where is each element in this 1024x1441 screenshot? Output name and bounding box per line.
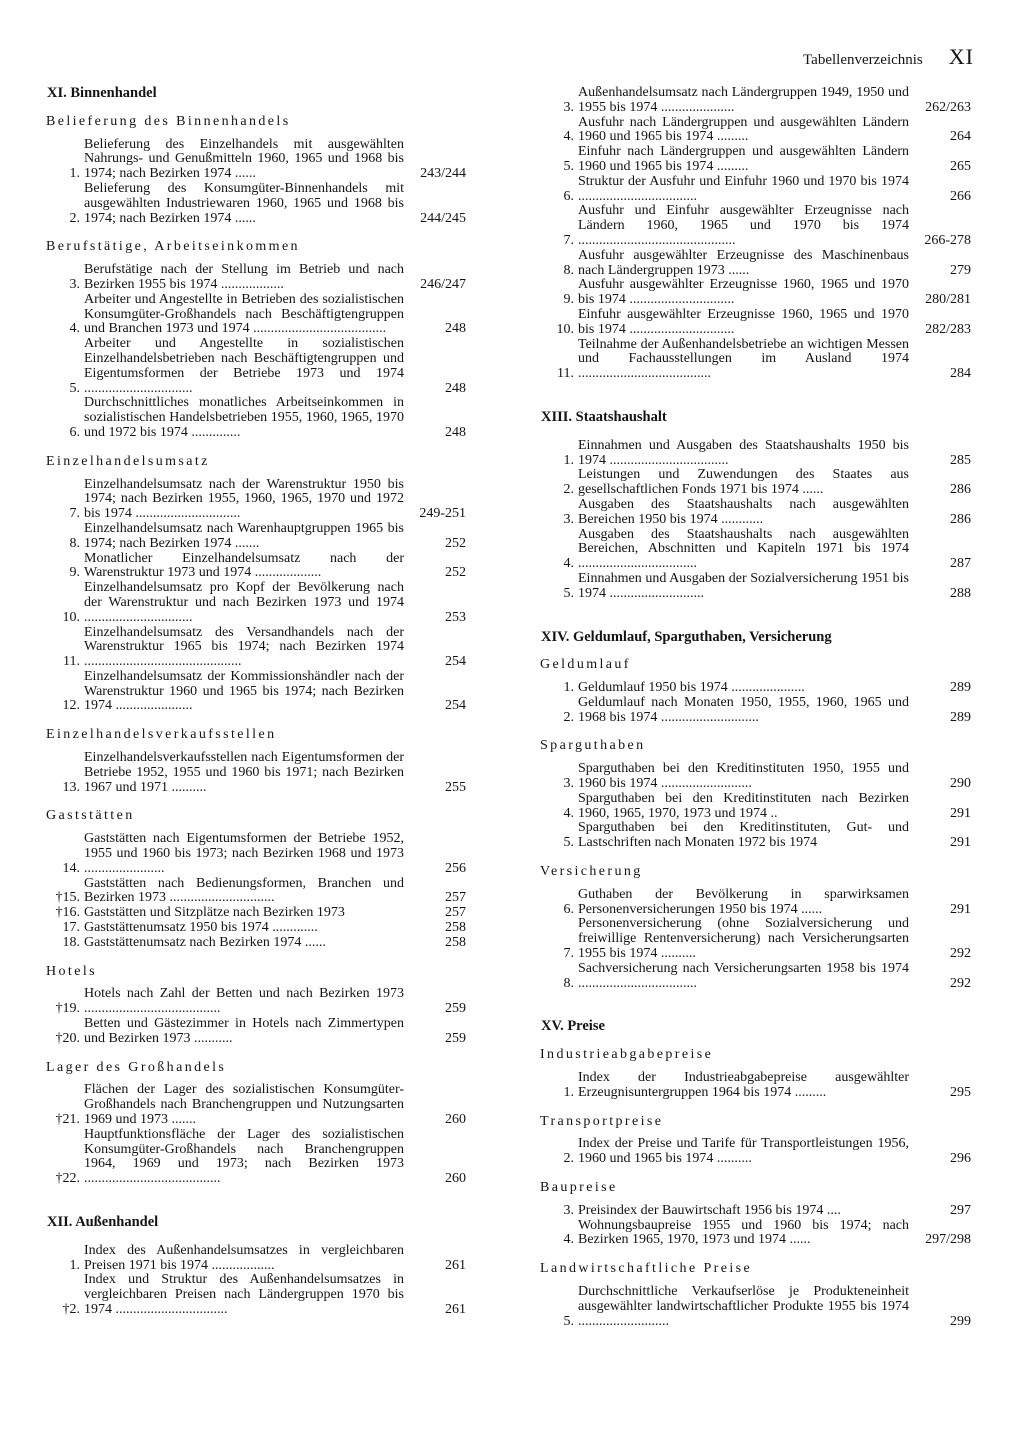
toc-entry — [46, 670, 466, 714]
entry-number: 17. — [62, 920, 80, 936]
entry-list — [46, 138, 466, 227]
toc-entry — [46, 936, 466, 951]
section-heading: Lager des Großhandels — [46, 1059, 227, 1075]
toc-entry — [540, 249, 971, 279]
section-heading: Baupreise — [540, 1180, 618, 1196]
part-heading: XV. Preise — [541, 1018, 605, 1035]
entry-number: 8. — [563, 262, 574, 278]
entry-title: Sparguthaben bei den Kreditinstituten, Gut- und Lastschriften nach Monaten 1972 bis 1974 — [578, 820, 909, 851]
entry-page-number: 297/298 — [925, 1232, 971, 1248]
toc-entry — [540, 821, 971, 851]
entry-number: 10. — [62, 609, 80, 625]
entry-list — [540, 1071, 971, 1101]
right-column — [540, 86, 971, 1343]
entry-title: Gaststättenumsatz nach Bezirken 1974 ...... — [84, 934, 326, 950]
entry-number: 4. — [563, 556, 574, 572]
entry-page-number: 248 — [445, 380, 466, 396]
entry-list — [46, 832, 466, 950]
entry-number: 1. — [69, 1257, 80, 1273]
page-number: XI — [948, 44, 974, 69]
entry-title: Durchschnittliches monatliches Arbeitseinkommen in sozialistischen Handelsbetrieben 1955, 1960, 1965, 1970 und 1972 bis 1974 .............. — [84, 395, 404, 440]
entry-page-number: 266 — [950, 188, 971, 204]
entry-title: Struktur der Ausfuhr und Einfuhr 1960 und 1970 bis 1974 .................................. — [578, 173, 909, 204]
entry-page-number: 296 — [950, 1151, 971, 1167]
entry-number: 10. — [556, 321, 574, 337]
toc-entry — [46, 337, 466, 396]
section-heading: Berufstätige, Arbeitseinkommen — [46, 239, 300, 255]
entry-list — [46, 478, 466, 715]
entry-number: 4. — [563, 1232, 574, 1248]
toc-entry — [46, 987, 466, 1017]
entry-page-number: 261 — [445, 1301, 466, 1317]
entry-list — [540, 681, 971, 725]
toc-entry — [46, 1128, 466, 1187]
entry-title: Index der Preise und Tarife für Transportleistungen 1956, 1960 und 1965 bis 1974 .......... — [578, 1136, 909, 1167]
entry-number: 4. — [69, 321, 80, 337]
entry-page-number: 254 — [445, 654, 466, 670]
entry-number: 18. — [62, 934, 80, 950]
entry-page-number: 285 — [950, 452, 971, 468]
part-spacer — [540, 396, 971, 410]
entry-number: 12. — [62, 698, 80, 714]
toc-entry — [46, 626, 466, 670]
part-heading: XIV. Geldumlauf, Sparguthaben, Versicherung — [541, 628, 832, 645]
toc-entry — [46, 293, 466, 337]
toc-entry — [46, 751, 466, 795]
toc-entry — [540, 917, 971, 961]
toc-entry — [540, 498, 971, 528]
entry-number: †2. — [62, 1301, 80, 1317]
entry-page-number: 257 — [445, 890, 466, 906]
entry-page-number: 260 — [445, 1171, 466, 1187]
entry-number: 3. — [563, 776, 574, 792]
entry-title: Einzelhandelsumsatz der Kommissionshändler nach der Warenstruktur 1960 und 1965 bis 1974; nach Bezirken 1974 ...................... — [84, 668, 404, 714]
entry-list — [540, 762, 971, 851]
entry-number: †21. — [55, 1112, 80, 1128]
section-heading: Gaststätten — [46, 808, 135, 824]
toc-entry — [46, 906, 466, 921]
entry-page-number: 292 — [950, 946, 971, 962]
entry-title: Durchschnittliche Verkaufserlöse je Produkteneinheit ausgewählter landwirtschaftlicher Produkte 1955 bis 1974 .......................... — [578, 1284, 909, 1329]
entry-page-number: 279 — [950, 262, 971, 278]
entry-page-number: 252 — [445, 535, 466, 551]
entry-title: Monatlicher Einzelhandelsumsatz nach der Warenstruktur 1973 und 1974 ................... — [84, 550, 404, 581]
section-heading: Hotels — [46, 963, 97, 979]
entry-number: †22. — [55, 1171, 80, 1187]
entry-page-number: 259 — [445, 1001, 466, 1017]
toc-entry — [540, 792, 971, 822]
part-heading: XII. Außenhandel — [47, 1214, 159, 1230]
toc-entry — [46, 581, 466, 625]
entry-number: 3. — [563, 1202, 574, 1218]
entry-list — [46, 987, 466, 1046]
toc-entry — [46, 877, 466, 907]
entry-title: Ausfuhr ausgewählter Erzeugnisse des Maschinenbaus nach Ländergruppen 1973 ...... — [578, 247, 909, 278]
part-spacer — [540, 616, 971, 630]
entry-number: 8. — [69, 535, 80, 551]
toc-entry — [540, 1137, 971, 1167]
toc-entry — [540, 528, 971, 572]
entry-title: Außenhandelsumsatz nach Ländergruppen 1949, 1950 und 1955 bis 1974 ..................... — [578, 85, 909, 115]
toc-entry — [46, 1244, 466, 1274]
entry-number: 2. — [563, 709, 574, 725]
entry-page-number: 287 — [950, 556, 971, 572]
toc-entry — [540, 278, 971, 308]
entry-list — [46, 263, 466, 441]
toc-entry — [540, 116, 971, 146]
toc-entry — [46, 138, 466, 182]
entry-number: 11. — [557, 366, 574, 382]
section-heading: Einzelhandelsverkaufsstellen — [46, 727, 277, 743]
entry-list — [540, 888, 971, 992]
entry-title: Gaststättenumsatz 1950 bis 1974 ............. — [84, 920, 318, 936]
entry-page-number: 290 — [950, 776, 971, 792]
toc-entry — [540, 468, 971, 498]
entry-number: 4. — [563, 129, 574, 145]
entry-page-number: 254 — [445, 698, 466, 714]
entry-title: Hotels nach Zahl der Betten und nach Bezirken 1973 ....................................... — [84, 986, 404, 1017]
toc-entry — [540, 888, 971, 918]
section-heading: Versicherung — [540, 864, 643, 880]
entry-number: 13. — [62, 779, 80, 795]
entry-number: †19. — [55, 1001, 80, 1017]
entry-number: 3. — [563, 99, 574, 115]
toc-entry — [540, 204, 971, 248]
page-header — [803, 44, 974, 70]
entry-number: 6. — [563, 188, 574, 204]
entry-number: 7. — [563, 946, 574, 962]
entry-title: Geldumlauf nach Monaten 1950, 1955, 1960, 1965 und 1968 bis 1974 ............................ — [578, 694, 909, 725]
entry-page-number: 248 — [445, 321, 466, 337]
toc-entry — [46, 552, 466, 582]
entry-title: Wohnungsbaupreise 1955 und 1960 bis 1974; nach Bezirken 1965, 1970, 1973 und 1974 ...... — [578, 1217, 909, 1248]
entry-title: Betten und Gästezimmer in Hotels nach Zimmertypen und Bezirken 1973 ........... — [84, 1016, 404, 1046]
toc-entry — [540, 338, 971, 382]
entry-number: 3. — [563, 511, 574, 527]
entry-page-number: 299 — [950, 1313, 971, 1329]
section-heading: Sparguthaben — [540, 738, 646, 754]
entry-title: Einzelhandelsumsatz nach der Warenstruktur 1950 bis 1974; nach Bezirken 1955, 1960, 1965, 1970 und 1972 bis 1974 .............................. — [84, 476, 404, 522]
entry-page-number: 253 — [445, 609, 466, 625]
entry-page-number: 280/281 — [925, 292, 971, 308]
entry-list — [46, 1083, 466, 1187]
entry-page-number: 260 — [445, 1112, 466, 1128]
entry-title: Leistungen und Zuwendungen des Staates aus gesellschaftlichen Fonds 1971 bis 1974 ...... — [578, 467, 909, 498]
toc-entry — [540, 439, 971, 469]
entry-number: 3. — [69, 276, 80, 292]
entry-number: 8. — [563, 975, 574, 991]
toc-entry — [540, 962, 971, 992]
entry-number: 5. — [69, 380, 80, 396]
entry-page-number: 291 — [950, 835, 971, 851]
entry-page-number: 243/244 — [420, 166, 466, 182]
entry-title: Gaststätten nach Bedienungsformen, Branchen und Bezirken 1973 .............................. — [84, 875, 404, 906]
entry-title: Preisindex der Bauwirtschaft 1956 bis 1974 .... — [578, 1202, 841, 1218]
entry-title: Einzelhandelsumsatz pro Kopf der Bevölkerung nach der Warenstruktur und nach Bezirken 1973 und 1974 ............................... — [84, 580, 404, 625]
entry-page-number: 282/283 — [925, 321, 971, 337]
entry-title: Sparguthaben bei den Kreditinstituten 1950, 1955 und 1960 bis 1974 .......................... — [578, 761, 909, 792]
entry-page-number: 258 — [445, 920, 466, 936]
entry-title: Einzelhandelsverkaufsstellen nach Eigentumsformen der Betriebe 1952, 1955 und 1960 bis 1971; nach Bezirken 1967 und 1971 .......... — [84, 750, 404, 795]
left-column — [46, 86, 466, 1332]
running-header-title: Tabellenverzeichnis — [803, 52, 923, 68]
entry-title: Index des Außenhandelsumsatzes in vergleichbaren Preisen 1971 bis 1974 .................. — [84, 1242, 404, 1273]
entry-title: Sachversicherung nach Versicherungsarten 1958 bis 1974 .................................. — [578, 960, 909, 991]
entry-title: Guthaben der Bevölkerung in sparwirksamen Personenversicherungen 1950 bis 1974 ...... — [578, 886, 909, 917]
toc-entry — [46, 832, 466, 876]
entry-title: Flächen der Lager des sozialistischen Konsumgüter-Großhandels nach Branchengruppen und Nutzungsarten 1969 und 1973 ....... — [84, 1082, 404, 1128]
entry-number: 1. — [563, 452, 574, 468]
entry-page-number: 244/245 — [420, 210, 466, 226]
entry-page-number: 264 — [950, 129, 971, 145]
entry-number: 5. — [563, 158, 574, 174]
part-spacer — [46, 1201, 466, 1215]
entry-list — [540, 439, 971, 602]
toc-entry — [540, 762, 971, 792]
part-heading: XIII. Staatshaushalt — [541, 408, 667, 425]
entry-list — [46, 1244, 466, 1318]
entry-list — [540, 1285, 971, 1329]
entry-page-number: 261 — [445, 1257, 466, 1273]
section-heading: Transportpreise — [540, 1113, 664, 1129]
entry-number: 6. — [69, 424, 80, 440]
entry-page-number: 286 — [950, 482, 971, 498]
entry-title: Berufstätige nach der Stellung im Betrieb und nach Bezirken 1955 bis 1974 .................. — [84, 262, 404, 292]
entry-number: 7. — [563, 232, 574, 248]
entry-number: 5. — [563, 585, 574, 601]
entry-list — [540, 1204, 971, 1248]
entry-title: Einnahmen und Ausgaben des Staatshaushalts 1950 bis 1974 .................................. — [578, 437, 909, 468]
entry-title: Einzelhandelsumsatz des Versandhandels nach der Warenstruktur 1965 bis 1974; nach Bezirken 1974 ............................................. — [84, 624, 404, 670]
section-heading: Einzelhandelsumsatz — [46, 453, 210, 469]
entry-title: Belieferung des Konsumgüter-Binnenhandels mit ausgewählten Industriewaren 1960, 1965 und 1968 bis 1974; nach Bezirken 1974 ...... — [84, 180, 404, 226]
entry-page-number: 259 — [445, 1030, 466, 1046]
toc-entry — [46, 1083, 466, 1127]
entry-number: †15. — [55, 890, 80, 906]
toc-entry — [540, 145, 971, 175]
entry-list — [540, 86, 971, 382]
entry-number: 2. — [563, 482, 574, 498]
entry-number: †16. — [55, 905, 80, 921]
entry-number: 9. — [69, 565, 80, 581]
entry-number: 14. — [62, 860, 80, 876]
entry-page-number: 284 — [950, 366, 971, 382]
toc-entry — [46, 522, 466, 552]
toc-entry — [540, 86, 971, 116]
entry-title: Belieferung des Einzelhandels mit ausgewählten Nahrungs- und Genußmitteln 1960, 1965 und 1968 bis 1974; nach Bezirken 1974 ...... — [84, 136, 404, 182]
entry-title: Personenversicherung (ohne Sozialversicherung und freiwillige Rentenversicherung) nach Versicherungsarten 1955 bis 1974 .......... — [578, 916, 909, 962]
toc-entry — [46, 1017, 466, 1047]
entry-number: 2. — [69, 210, 80, 226]
toc-entry — [46, 921, 466, 936]
toc-entry — [540, 696, 971, 726]
entry-page-number: 266-278 — [924, 232, 971, 248]
entry-title: Geldumlauf 1950 bis 1974 ..................... — [578, 680, 805, 696]
entry-number: 5. — [563, 835, 574, 851]
entry-number: 11. — [63, 654, 80, 670]
entry-title: Arbeiter und Angestellte in sozialistischen Einzelhandelsbetrieben nach Beschäftigtengruppen und Eigentumsformen der Betriebe 1973 und 1974 ............................... — [84, 336, 404, 396]
entry-title: Einnahmen und Ausgaben der Sozialversicherung 1951 bis 1974 ........................... — [578, 570, 909, 601]
part-spacer — [540, 1005, 971, 1019]
toc-entry — [540, 308, 971, 338]
toc-entry — [540, 175, 971, 205]
entry-title: Einfuhr nach Ländergruppen und ausgewählten Ländern 1960 und 1965 bis 1974 ......... — [578, 144, 909, 174]
section-heading: Industrieabgabepreise — [540, 1047, 714, 1063]
toc-entry — [46, 396, 466, 440]
entry-title: Gaststätten und Sitzplätze nach Bezirken 1973 — [84, 905, 345, 921]
entry-number: 7. — [69, 506, 80, 522]
entry-page-number: 255 — [445, 779, 466, 795]
entry-page-number: 288 — [950, 585, 971, 601]
entry-title: Ausgaben des Staatshaushalts nach ausgewählten Bereichen 1950 bis 1974 ............ — [578, 496, 909, 527]
entry-number: 1. — [563, 1084, 574, 1100]
toc-entry — [46, 478, 466, 522]
entry-list — [46, 751, 466, 795]
entry-page-number: 289 — [950, 709, 971, 725]
entry-page-number: 291 — [950, 805, 971, 821]
entry-page-number: 295 — [950, 1084, 971, 1100]
part-heading: XI. Binnenhandel — [47, 85, 157, 101]
entry-page-number: 289 — [950, 680, 971, 696]
entry-list — [540, 1137, 971, 1167]
toc-entry — [46, 182, 466, 226]
toc-entry — [540, 1204, 971, 1219]
entry-title: Einzelhandelsumsatz nach Warenhauptgruppen 1965 bis 1974; nach Bezirken 1974 ....... — [84, 520, 404, 551]
entry-number: 6. — [563, 901, 574, 917]
entry-title: Ausfuhr nach Ländergruppen und ausgewählten Ländern 1960 und 1965 bis 1974 ......... — [578, 114, 909, 145]
entry-page-number: 256 — [445, 860, 466, 876]
entry-page-number: 248 — [445, 424, 466, 440]
entry-page-number: 291 — [950, 901, 971, 917]
entry-page-number: 246/247 — [420, 276, 466, 292]
toc-entry — [46, 263, 466, 293]
entry-page-number: 297 — [950, 1202, 971, 1218]
section-heading: Belieferung des Binnenhandels — [46, 113, 291, 129]
toc-entry — [540, 572, 971, 602]
entry-number: †20. — [55, 1030, 80, 1046]
entry-title: Index und Struktur des Außenhandelsumsatzes in vergleichbaren Preisen nach Ländergruppen 1970 bis 1974 ................................ — [84, 1272, 404, 1317]
section-heading: Geldumlauf — [540, 657, 631, 673]
entry-page-number: 257 — [445, 905, 466, 921]
entry-title: Hauptfunktionsfläche der Lager des sozialistischen Konsumgüter-Großhandels nach Branchengruppen 1964, 1969 und 1973; nach Bezirken 1973 ....................................... — [84, 1126, 404, 1187]
entry-title: Ausgaben des Staatshaushalts nach ausgewählten Bereichen, Abschnitten und Kapiteln 1971 bis 1974 .................................. — [578, 526, 909, 572]
entry-number: 5. — [563, 1313, 574, 1329]
entry-page-number: 258 — [445, 934, 466, 950]
entry-page-number: 286 — [950, 511, 971, 527]
entry-title: Ausfuhr ausgewählter Erzeugnisse 1960, 1965 und 1970 bis 1974 .............................. — [578, 277, 909, 308]
entry-title: Teilnahme der Außenhandelsbetriebe an wichtigen Messen und Fachausstellungen im Ausland 1974 ...................................... — [578, 336, 909, 382]
toc-entry — [540, 1071, 971, 1101]
toc-entry — [540, 681, 971, 696]
toc-entry — [540, 1219, 971, 1249]
entry-title: Einfuhr ausgewählter Erzeugnisse 1960, 1965 und 1970 bis 1974 .............................. — [578, 306, 909, 337]
entry-number: 1. — [563, 680, 574, 696]
entry-number: 2. — [563, 1151, 574, 1167]
entry-title: Sparguthaben bei den Kreditinstituten nach Bezirken 1960, 1965, 1970, 1973 und 1974 .. — [578, 790, 909, 821]
section-heading: Landwirtschaftliche Preise — [540, 1261, 753, 1277]
entry-title: Ausfuhr und Einfuhr ausgewählter Erzeugnisse nach Ländern 1960, 1965 und 1970 bis 1974 ............................................. — [578, 203, 909, 248]
entry-number: 9. — [563, 292, 574, 308]
entry-page-number: 252 — [445, 565, 466, 581]
entry-page-number: 262/263 — [925, 99, 971, 115]
toc-entry — [46, 1273, 466, 1317]
entry-title: Arbeiter und Angestellte in Betrieben des sozialistischen Konsumgüter-Großhandels nach Beschäftigtengruppen und Branchen 1973 und 1974 ...................................... — [84, 291, 404, 337]
entry-number: 1. — [69, 166, 80, 182]
entry-title: Index der Industrieabgabepreise ausgewählter Erzeugnisuntergruppen 1964 bis 1974 ......... — [578, 1070, 909, 1100]
entry-number: 4. — [563, 805, 574, 821]
entry-page-number: 292 — [950, 975, 971, 991]
entry-page-number: 265 — [950, 158, 971, 174]
entry-title: Gaststätten nach Eigentumsformen der Betriebe 1952, 1955 und 1960 bis 1973; nach Bezirken 1968 und 1973 ....................... — [84, 831, 404, 876]
toc-entry — [540, 1285, 971, 1329]
entry-page-number: 249-251 — [419, 506, 466, 522]
